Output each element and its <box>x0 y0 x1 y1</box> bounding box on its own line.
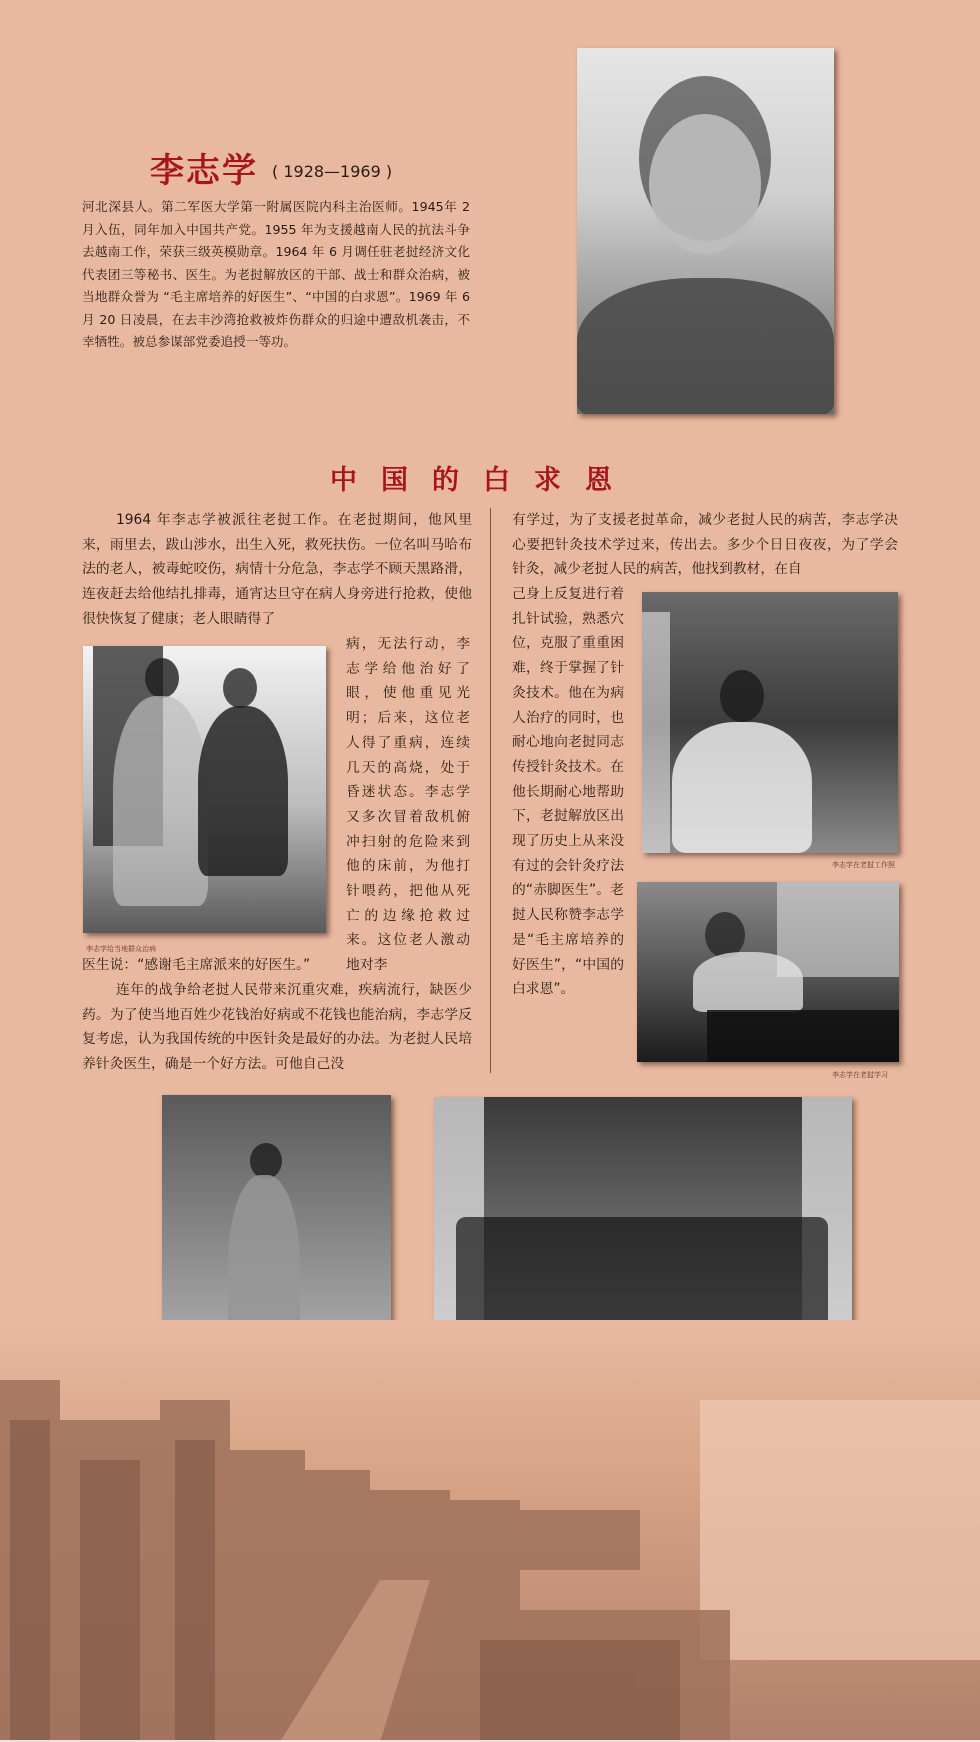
work-photo-1 <box>642 592 898 853</box>
portrait-photo <box>577 48 834 414</box>
person-bio: 河北深县人。第二军医大学第一附属医院内科主治医师。1945年 2 月入伍，同年加入中国共产党。1955 年为支援越南人民的抗法斗争去越南工作，荣获三级英模勋章。1964 年 6 月调任驻老挝经济文化代表团三等秘书、医生。为老挝解放区的干部、战士和群众治病，被当地群众誉为 “毛主席培养的好医生”、“中国的白求恩”。1969 年 6 月 20 日凌晨，在去丰沙湾抢救被炸伤群众的归途中遭敌机袭击，不幸牺牲。被总参谋部党委追授一等功。 <box>82 199 470 349</box>
caption-study: 李志学在老挝学习 <box>832 1071 888 1079</box>
caption-treat: 李志学给当地群众治病 <box>86 945 156 953</box>
article-right-top: 有学过，为了支援老挝革命，减少老挝人民的病苦，李志学决心要把针灸技术学过来，传出去。多少个日日夜夜，为了学会针灸，减少老挝人民的病苦，他找到教材，在自 <box>512 512 898 578</box>
study-photo <box>637 882 899 1062</box>
section-title: 中国的白求恩 <box>330 465 636 496</box>
person-name: 李志学 <box>150 151 258 191</box>
article-paragraph-1-top: 1964 年李志学被派往老挝工作。在老挝期间，他风里来，雨里去，跋山涉水，出生入死，救死扶伤。一位名叫马哈布法的老人，被毒蛇咬伤，病情十分危急，李志学不顾天黑路滑，连夜赶去给他结扎排毒，通宵达旦守在病人身旁进行抢救，使他很快恢复了健康；老人眼睛得了 <box>82 512 472 627</box>
caption-work-1: 李志学在老挝工作照 <box>832 861 895 869</box>
person-years: ( 1928—1969 ) <box>272 162 393 181</box>
article-paragraph-1-end: 医生说：“感谢毛主席派来的好医生。” <box>82 957 311 973</box>
city-background-illustration <box>0 1320 980 1742</box>
article-paragraph-2: 连年的战争给老挝人民带来沉重灾难，疾病流行，缺医少药。为了使当地百姓少花钱治好病或不花钱也能治病，李志学反复考虑，认为我国传统的中医针灸是最好的办法。为老挝人民培养针灸医生，确是一个好方法。可他自己没 <box>82 982 472 1073</box>
article-paragraph-1-wrap: 病，无法行动，李志学给他治好了眼，使他重见光明；后来，这位老人得了重病，连续几天的高烧，处于昏迷状态。李志学又多次冒着敌机俯冲扫射的危险来到他的床前，为他打针喂药，把他从死亡的边缘抢救过来。这位老人激动地对李 <box>346 636 470 974</box>
article-right-wrap: 己身上反复进行着扎针试验，熟悉穴位，克服了重重困难，终于掌握了针灸技术。他在为病人治疗的同时，也耐心地向老挝同志传授针灸技术。在他长期耐心地帮助下，老挝解放区出现了历史上从来没有过的会针灸疗法的“赤脚医生”。老挝人民称赞李志学是“毛主席培养的好医生”，“中国的白求恩”。 <box>512 586 624 998</box>
column-divider <box>490 508 491 1073</box>
treat-photo <box>83 646 326 933</box>
